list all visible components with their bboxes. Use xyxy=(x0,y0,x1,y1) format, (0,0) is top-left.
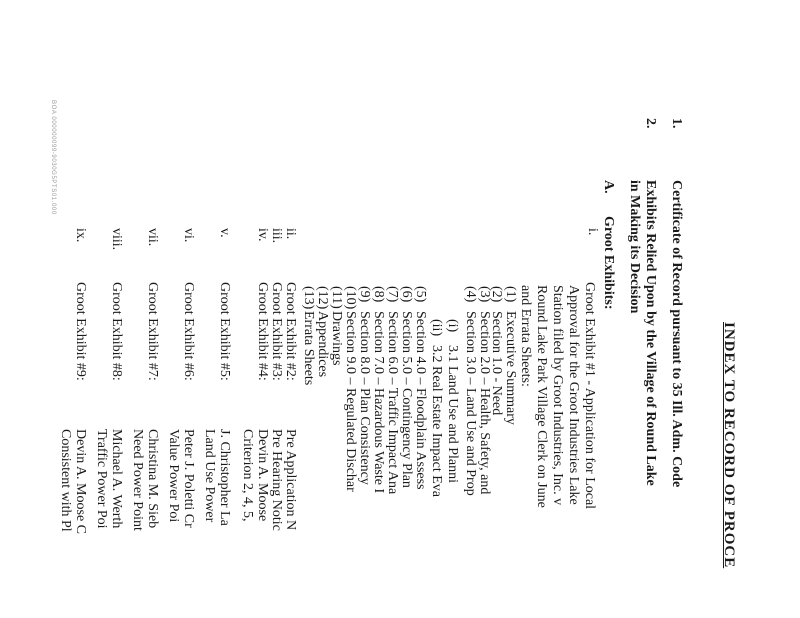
section-text: Section 4.0 – Floodplain Assess xyxy=(413,311,428,490)
exhibit-roman: ix. xyxy=(73,228,88,243)
section-number: (3) xyxy=(477,286,492,303)
section-text: Section 3.0 – Land Use and Prop xyxy=(463,311,478,496)
exhibit-description: Devin A. Moose C xyxy=(73,429,88,534)
subsection-text: 3.1 Land Use and Planni xyxy=(445,345,460,484)
exhibit-label: Groot Exhibit #3: xyxy=(269,282,284,381)
section-text: Section 1.0 - Need xyxy=(489,311,504,416)
exhibit-1-line: Station filed by Groot Industries, Inc. v xyxy=(550,285,565,506)
exhibit-description: Christina M. Sieb xyxy=(145,429,160,529)
exhibit-1-line: Approval for the Groot Industries Lake xyxy=(566,285,581,505)
document-title: INDEX TO RECORD OF PROCE xyxy=(721,322,737,569)
section-number: (12) xyxy=(315,286,330,310)
exhibit-description: Peter J. Poletti Cr xyxy=(181,429,196,528)
exhibit-1-roman: i. xyxy=(585,228,600,236)
section-text: Section 7.0 – Hazardous Waste I xyxy=(371,311,386,494)
exhibit-description: Criterion 2, 4, 5, xyxy=(240,429,255,522)
exhibit-label: Groot Exhibit #9: xyxy=(73,282,88,381)
section-number: (7) xyxy=(385,286,400,303)
exhibit-label: Groot Exhibit #7: xyxy=(145,282,160,381)
exhibit-roman: iv. xyxy=(255,228,270,242)
section-text: Section 6.0 – Traffic Impact Ana xyxy=(385,311,400,495)
section-a-heading: Groot Exhibits: xyxy=(601,216,616,310)
subsection-number: (ii) xyxy=(429,319,444,337)
exhibit-label: Groot Exhibit #2: xyxy=(283,282,298,381)
section-text: Errata Sheets xyxy=(301,311,316,386)
section-text: Section 5.0 – Contingency Plan xyxy=(399,311,414,488)
section-text: Section 2.0 – Health, Safety, and xyxy=(477,311,492,495)
subsection-number: (i) xyxy=(445,319,460,333)
exhibit-label: Groot Exhibit #4: xyxy=(255,282,270,381)
section-number: (2) xyxy=(489,286,504,303)
exhibit-label: Groot Exhibit #6: xyxy=(181,282,196,381)
section-text: Section 8.0 – Plan Consistency xyxy=(357,311,372,485)
item-1-number: 1. xyxy=(669,118,684,129)
exhibit-roman: viii. xyxy=(109,228,124,251)
exhibit-description: Pre Application N xyxy=(283,429,298,531)
exhibit-description: Pre Hearing Notic xyxy=(269,429,284,531)
section-text: Executive Summary xyxy=(503,311,518,425)
section-number: (6) xyxy=(399,286,414,303)
section-number: (5) xyxy=(413,286,428,303)
section-number: (10) xyxy=(343,286,358,310)
section-text: Drawings xyxy=(329,311,344,366)
item-1-text: Certificate of Record pursuant to 35 Ill. Adm. Code xyxy=(669,180,684,488)
item-2-line-2: in Making its Decision xyxy=(627,180,642,314)
subsection-text: 3.2 Real Estate Impact Eva xyxy=(429,345,444,497)
section-number: (4) xyxy=(463,286,478,303)
exhibit-roman: v. xyxy=(217,228,232,238)
exhibit-1-line: Groot Exhibit #1 - Application for Local xyxy=(582,282,597,510)
exhibit-description: Traffic Power Poi xyxy=(94,429,109,529)
item-2-number: 2. xyxy=(643,118,658,129)
exhibit-description: J. Christopher La xyxy=(217,429,232,526)
section-number: (9) xyxy=(357,286,372,303)
exhibit-roman: vi. xyxy=(181,228,196,243)
exhibit-1-line: Round Lake Park Village Clerk on June xyxy=(534,285,549,508)
section-text: Appendices xyxy=(315,311,330,378)
exhibit-description: Consistent with Pl xyxy=(58,429,73,532)
section-number: (1) xyxy=(503,286,518,303)
exhibit-1-line: and Errata Sheets: xyxy=(518,285,533,387)
exhibit-description: Michael A. Werth xyxy=(109,429,124,529)
exhibit-description: Value Power Poi xyxy=(166,429,181,523)
exhibit-roman: ii. xyxy=(283,228,298,240)
margin-stamp-text: BOA 000000099-9030G5PTS01.000 xyxy=(50,100,56,215)
exhibit-roman: iii. xyxy=(269,228,284,244)
exhibit-description: Land Use Power xyxy=(202,429,217,523)
exhibit-description: Need Power Point xyxy=(130,429,145,531)
exhibit-description: Devin A. Moose xyxy=(255,429,270,522)
item-2-line-1: Exhibits Relied Upon by the Village of Round Lake xyxy=(643,180,658,486)
section-number: (8) xyxy=(371,286,386,303)
exhibit-label: Groot Exhibit #8: xyxy=(109,282,124,381)
section-text: Section 9.0 – Regulated Dischar xyxy=(343,311,358,492)
section-number: (11) xyxy=(329,286,344,309)
exhibit-label: Groot Exhibit #5: xyxy=(217,282,232,381)
section-number: (13) xyxy=(301,286,316,310)
exhibit-roman: vii. xyxy=(145,228,160,247)
section-a-letter: A. xyxy=(601,180,616,194)
